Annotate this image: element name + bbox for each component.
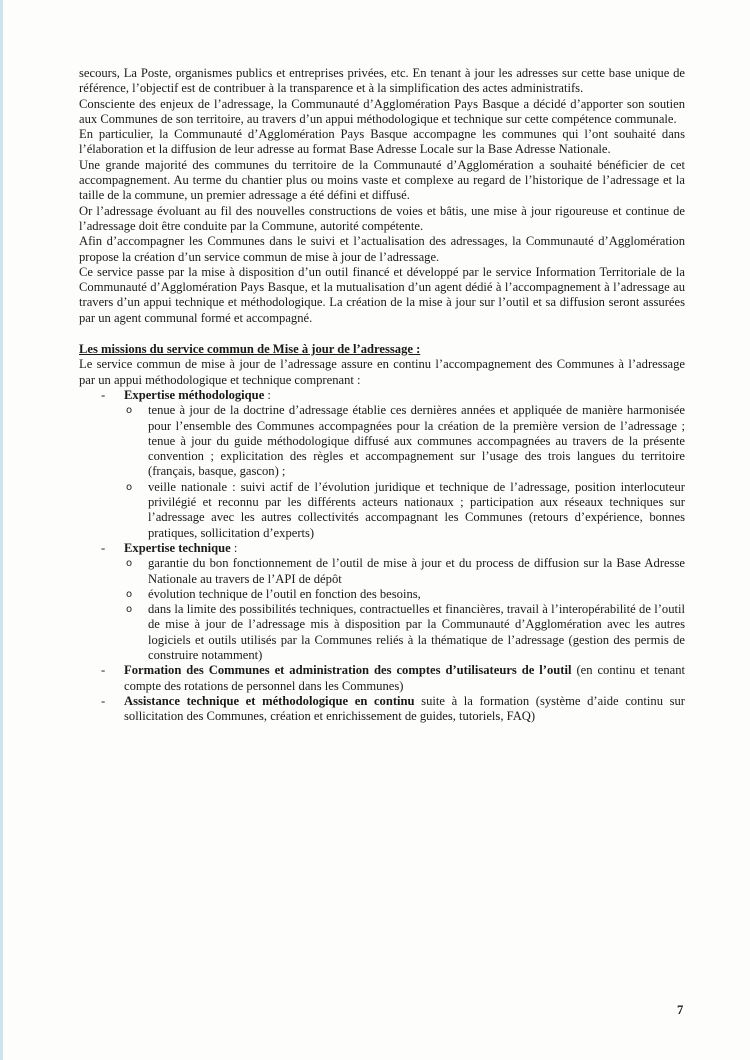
sub-item: [126, 480, 685, 541]
mission-title: Assistance technique et méthodologique en continu: [124, 693, 415, 708]
mission-suffix: :: [264, 387, 271, 402]
sub-item: [126, 403, 685, 479]
mission-item: [79, 541, 685, 663]
mission-title: Expertise méthodologique: [124, 387, 265, 402]
sub-item-text: dans la limite des possibilités techniques, contractuelles et financières, travail à l’interopérabilité de l’outil de mise à jour de l’adressage mis à disposition par la Communauté d’Agglomération avec les autres logiciels et outils utilisés par la Communes reliés à la thématique de l’adressage (gestion des permis de construire notamment): [148, 602, 685, 662]
mission-title: Formation des Communes et administration des comptes d’utilisateurs de l’outil: [124, 663, 572, 678]
page-number: 7: [677, 1003, 684, 1017]
circle-bullet: o: [126, 405, 133, 417]
paragraph-1: secours, La Poste, organismes publics et entreprises privées, etc. En tenant à jour les adresses sur cette base unique de référence, l’objectif est de contribuer à la transparence et à la simplification des actes administratifs.: [79, 66, 685, 96]
sub-item-text: tenue à jour de la doctrine d’adressage établie ces dernières années et appliquée de manière harmonisée pour l’ensemble des Communes accompagnées pour la création de la première version de l’adressage ; tenue à jour du guide méthodologique diffusé aux communes accompagnées au travers de la présente convention ; explicitation des règles et accompagnement sur l’usage des trois langues du territoire (français, basque, gascon) ;: [148, 403, 685, 479]
sub-item-text: veille nationale : suivi actif de l’évolution juridique et technique de l’adressage, position interlocuteur privilégié et reconnu par les différents acteurs nationaux ; participation aux réseaux techniques sur l’adressage avec les autres collectivités accompagnant les Communes (retours d’expérience, bonnes pratiques, sollicitation d’experts): [148, 479, 685, 540]
sub-item-text: garantie du bon fonctionnement de l’outil de mise à jour et du process de diffusion sur la Base Adresse Nationale au travers de l’API de dépôt: [148, 556, 685, 586]
mission-suffix: suite à la formation (système d’aide continu sur sollicitation des Communes, création et enrichissement de guides, tutoriels, FAQ): [124, 693, 685, 724]
missions-list: [79, 388, 685, 725]
mission-suffix: (en continu et tenant compte des rotations de personnel dans les Communes): [124, 663, 685, 693]
sub-list: [126, 556, 685, 663]
paragraph-2: Consciente des enjeux de l’adressage, la Communauté d’Agglomération Pays Basque a décidé d’apporter son soutien aux Communes de son territoire, au travers d’un appui méthodologique et technique sur cette compétence communale.: [79, 96, 685, 126]
paragraph-7: Ce service passe par la mise à disposition d’un outil financé et développé par le service Information Territoriale de la Communauté d’Agglomération Pays Basque, et la mutualisation d’un agent dédié à l’accompagnement à l’adressage au travers d’un appui technique et méthodologique. La création de la mise à jour sur l’outil et sa diffusion seront assurées par un agent communal formé et accompagné.: [79, 264, 685, 325]
circle-bullet: o: [126, 604, 133, 616]
paragraph-4: Une grande majorité des communes du territoire de la Communauté d’Agglomération a souhaité bénéficier de cet accompagnement. Au terme du chantier plus ou moins vaste et complexe au regard de l’historique de l’adressage et la taille de la commune, un premier adressage a été défini et diffusé.: [79, 157, 685, 203]
circle-bullet: o: [126, 558, 133, 570]
mission-item: [79, 388, 685, 541]
mission-title: Expertise technique: [124, 540, 231, 555]
sub-list: [126, 403, 685, 541]
page-content: [79, 66, 685, 724]
section-intro: Le service commun de mise à jour de l’adressage assure en continu l’accompagnement des Communes à l’adressage par un appui méthodologique et technique comprenant :: [79, 357, 685, 387]
dash-bullet: -: [101, 540, 106, 555]
paragraph-6: Afin d’accompagner les Communes dans le suivi et l’actualisation des adressages, la Communauté d’Agglomération propose la création d’un service commun de mise à jour de l’adressage.: [79, 234, 685, 264]
dash-bullet: -: [101, 663, 106, 678]
mission-item: [79, 694, 685, 725]
sub-item: [126, 587, 685, 602]
paragraph-5: Or l’adressage évoluant au fil des nouvelles constructions de voies et bâtis, une mise à jour rigoureuse et continue de l’adressage doit être conduite par la Commune, autorité compétente.: [79, 203, 685, 233]
section-heading: Les missions du service commun de Mise à jour de l’adressage :: [79, 342, 421, 357]
circle-bullet: o: [126, 588, 133, 600]
circle-bullet: o: [126, 481, 133, 493]
sub-item-text: évolution technique de l’outil en fonction des besoins,: [148, 586, 421, 601]
sub-item: [126, 602, 685, 663]
sub-item: [126, 556, 685, 587]
mission-item: [79, 663, 685, 694]
mission-suffix: :: [230, 540, 238, 555]
dash-bullet: -: [101, 387, 106, 402]
paragraph-3: En particulier, la Communauté d’Agglomération Pays Basque accompagne les communes qui l’ont souhaité dans l’élaboration et la diffusion de leur adresse au format Base Adresse Locale sur la Base Adresse Nationale.: [79, 127, 685, 157]
dash-bullet: -: [101, 693, 106, 708]
